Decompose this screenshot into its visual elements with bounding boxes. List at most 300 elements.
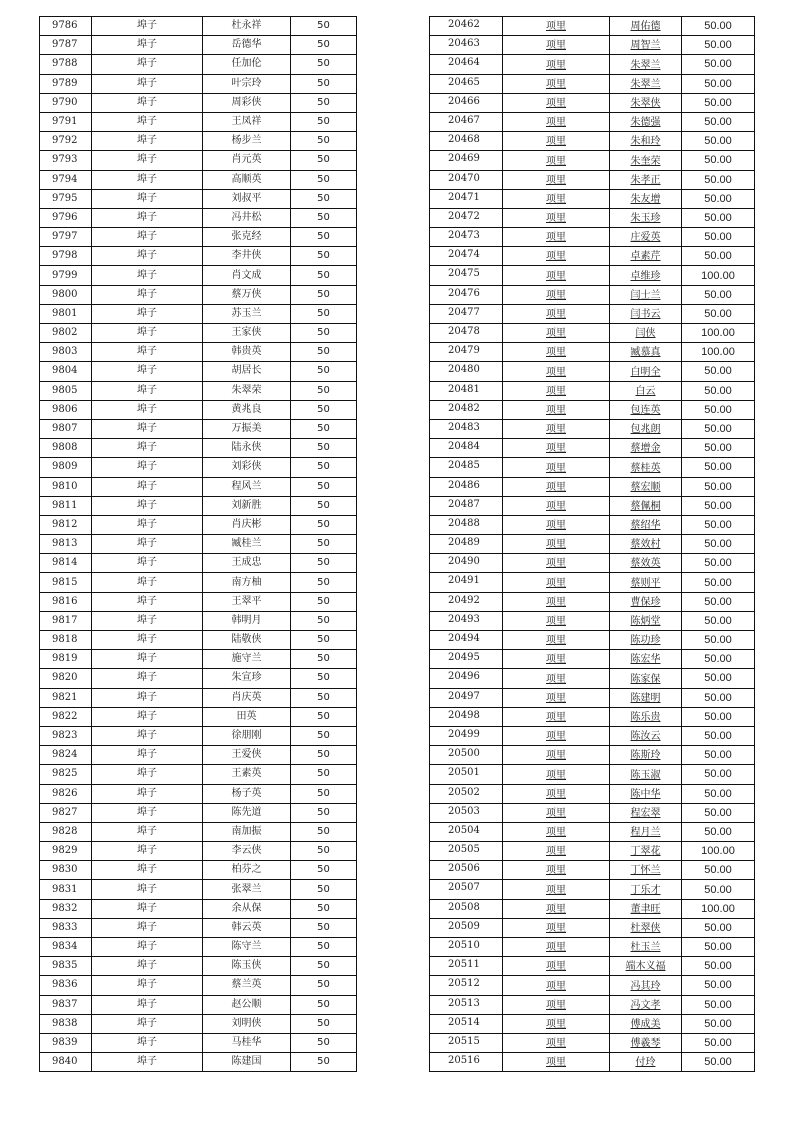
village-cell-text: 项里: [546, 788, 566, 800]
amount-cell: 100.00: [682, 266, 755, 285]
name-cell: [610, 381, 682, 400]
amount-cell: 50: [291, 496, 357, 515]
name-cell-text: 朱翠侠: [630, 97, 661, 109]
name-cell-text: 陈玉淑: [630, 769, 661, 781]
name-cell-text: 付玲: [635, 1057, 656, 1069]
amount-cell: 50: [291, 554, 357, 573]
table-row: [430, 304, 755, 323]
table-row: [40, 151, 357, 170]
name-cell-text: 傅成美: [630, 1018, 661, 1030]
id-cell: 9796: [40, 208, 92, 227]
village-cell-text: 项里: [546, 520, 566, 532]
village-cell: 埠子: [92, 343, 203, 362]
name-cell-text: 端木义福: [625, 961, 666, 973]
village-cell-text: 项里: [546, 731, 566, 743]
amount-cell: 50.00: [682, 17, 755, 36]
village-cell: [503, 746, 610, 765]
table-row: [430, 803, 755, 822]
table-row: [430, 112, 755, 131]
name-cell: 韩云英: [203, 918, 291, 937]
name-cell-text: 程月兰: [630, 827, 661, 839]
name-cell-text: 程宏翠: [630, 807, 661, 819]
amount-cell: 50.00: [682, 1033, 755, 1052]
village-cell: 埠子: [92, 189, 203, 208]
name-cell-text: 蔡效村: [630, 539, 661, 551]
amount-cell: 50: [291, 247, 357, 266]
name-cell: [610, 285, 682, 304]
amount-cell: 50.00: [682, 515, 755, 534]
amount-cell: 50: [291, 266, 357, 285]
name-cell: 肖庆英: [203, 688, 291, 707]
amount-cell: 50.00: [682, 784, 755, 803]
name-cell-text: 包连英: [630, 404, 661, 416]
table-row: [40, 93, 357, 112]
id-cell: 20488: [430, 515, 503, 534]
table-row: [430, 938, 755, 957]
name-cell: 刘新胜: [203, 496, 291, 515]
village-cell: 埠子: [92, 285, 203, 304]
village-cell-text: 项里: [546, 251, 566, 263]
id-cell: 9797: [40, 228, 92, 247]
id-cell: 9818: [40, 631, 92, 650]
amount-cell: 50: [291, 688, 357, 707]
amount-cell: 50.00: [682, 822, 755, 841]
amount-cell: 50: [291, 189, 357, 208]
name-cell: [610, 822, 682, 841]
amount-cell: 50.00: [682, 381, 755, 400]
table-row: [430, 55, 755, 74]
table-row: [40, 650, 357, 669]
amount-cell: 50: [291, 957, 357, 976]
table-row: [40, 304, 357, 323]
amount-cell: 50.00: [682, 1014, 755, 1033]
id-cell: 9808: [40, 439, 92, 458]
amount-cell: 50.00: [682, 208, 755, 227]
village-cell: 埠子: [92, 477, 203, 496]
amount-cell: 50.00: [682, 247, 755, 266]
id-cell: 9831: [40, 880, 92, 899]
id-cell: 20490: [430, 554, 503, 573]
id-cell: 9794: [40, 170, 92, 189]
name-cell: 陆敬侠: [203, 631, 291, 650]
village-cell: [503, 707, 610, 726]
name-cell-text: 陈中华: [630, 788, 661, 800]
table-row: [430, 93, 755, 112]
table-row: [430, 285, 755, 304]
amount-cell: 50: [291, 477, 357, 496]
table-row: [430, 208, 755, 227]
id-cell: 20492: [430, 592, 503, 611]
id-cell: 9819: [40, 650, 92, 669]
amount-cell: 50: [291, 842, 357, 861]
table-row: [40, 247, 357, 266]
village-cell: 埠子: [92, 247, 203, 266]
village-cell: 埠子: [92, 592, 203, 611]
amount-cell: 50: [291, 535, 357, 554]
village-cell-text: 项里: [546, 635, 566, 647]
village-cell-text: 项里: [546, 270, 566, 282]
name-cell: [610, 669, 682, 688]
village-cell-text: 项里: [546, 673, 566, 685]
name-cell-text: 蔡绍华: [630, 520, 661, 532]
village-cell-text: 项里: [546, 155, 566, 167]
village-cell: [503, 880, 610, 899]
table-row: [430, 1014, 755, 1033]
amount-cell: 50: [291, 1014, 357, 1033]
amount-cell: 100.00: [682, 324, 755, 343]
village-cell-text: 项里: [546, 1057, 566, 1069]
village-cell: 埠子: [92, 132, 203, 151]
id-cell: 20493: [430, 611, 503, 630]
name-cell-text: 朱友增: [630, 193, 661, 205]
amount-cell: 50.00: [682, 880, 755, 899]
id-cell: 20507: [430, 880, 503, 899]
name-cell-text: 白明全: [630, 366, 661, 378]
table-row: [40, 554, 357, 573]
village-cell-text: 项里: [546, 884, 566, 896]
village-cell: [503, 132, 610, 151]
village-cell: [503, 1014, 610, 1033]
village-cell-text: 项里: [546, 328, 566, 340]
village-cell-text: 项里: [546, 942, 566, 954]
village-cell-text: 项里: [546, 769, 566, 781]
id-cell: 20462: [430, 17, 503, 36]
village-cell: [503, 554, 610, 573]
village-cell: [503, 74, 610, 93]
name-cell: [610, 688, 682, 707]
village-cell: 埠子: [92, 880, 203, 899]
name-cell: [610, 74, 682, 93]
name-cell: 王爱侠: [203, 746, 291, 765]
village-cell: [503, 842, 610, 861]
village-cell: [503, 918, 610, 937]
name-cell-text: 蔡效英: [630, 558, 661, 570]
table-row: [430, 36, 755, 55]
id-cell: 20473: [430, 228, 503, 247]
id-cell: 20464: [430, 55, 503, 74]
table-row: [430, 918, 755, 937]
table-row: [40, 861, 357, 880]
village-cell: [503, 822, 610, 841]
village-cell: 埠子: [92, 611, 203, 630]
id-cell: 9835: [40, 957, 92, 976]
amount-cell: 50: [291, 151, 357, 170]
amount-cell: 50: [291, 650, 357, 669]
id-cell: 20485: [430, 458, 503, 477]
table-row: [40, 208, 357, 227]
id-cell: 20477: [430, 304, 503, 323]
name-cell-text: 丁翠花: [630, 846, 661, 858]
village-cell: 埠子: [92, 17, 203, 36]
name-cell: [610, 439, 682, 458]
id-cell: 20478: [430, 324, 503, 343]
table-row: [40, 918, 357, 937]
village-cell-text: 项里: [546, 347, 566, 359]
id-cell: 20480: [430, 362, 503, 381]
amount-cell: 50.00: [682, 304, 755, 323]
amount-cell: 50: [291, 726, 357, 745]
name-cell: 韩贵英: [203, 343, 291, 362]
table-row: [40, 899, 357, 918]
amount-cell: 50.00: [682, 746, 755, 765]
name-cell-text: 傅羲琴: [630, 1038, 661, 1050]
name-cell-text: 丁怀兰: [630, 865, 661, 877]
village-cell: 埠子: [92, 707, 203, 726]
id-cell: 9826: [40, 784, 92, 803]
village-cell: [503, 228, 610, 247]
name-cell-text: 卓素芹: [630, 251, 661, 263]
amount-cell: 50.00: [682, 976, 755, 995]
name-cell: [610, 400, 682, 419]
table-row: [40, 611, 357, 630]
village-cell: [503, 1033, 610, 1052]
amount-cell: 50: [291, 803, 357, 822]
name-cell: 南方柚: [203, 573, 291, 592]
name-cell: 杨子英: [203, 784, 291, 803]
amount-cell: 50: [291, 36, 357, 55]
name-cell-text: 杜玉兰: [630, 942, 661, 954]
name-cell: [610, 746, 682, 765]
table-row: [430, 688, 755, 707]
table-row: [430, 822, 755, 841]
id-cell: 9805: [40, 381, 92, 400]
id-cell: 9836: [40, 976, 92, 995]
name-cell: 朱宣珍: [203, 669, 291, 688]
village-cell: [503, 112, 610, 131]
village-cell: [503, 976, 610, 995]
name-cell-text: 朱奎荣: [630, 155, 661, 167]
amount-cell: 50.00: [682, 458, 755, 477]
amount-cell: 50.00: [682, 55, 755, 74]
amount-cell: 100.00: [682, 842, 755, 861]
village-cell-text: 项里: [546, 193, 566, 205]
id-cell: 20504: [430, 822, 503, 841]
table-row: [40, 343, 357, 362]
name-cell: [610, 496, 682, 515]
id-cell: 20511: [430, 957, 503, 976]
id-cell: 20466: [430, 93, 503, 112]
table-row: [40, 228, 357, 247]
table-row: [430, 957, 755, 976]
id-cell: 9812: [40, 515, 92, 534]
name-cell-text: 曹保珍: [630, 596, 661, 608]
village-cell: [503, 765, 610, 784]
amount-cell: 50.00: [682, 631, 755, 650]
amount-cell: 50: [291, 17, 357, 36]
id-cell: 9813: [40, 535, 92, 554]
id-cell: 20516: [430, 1053, 503, 1072]
amount-cell: 50: [291, 304, 357, 323]
amount-cell: 50.00: [682, 400, 755, 419]
name-cell: 程风兰: [203, 477, 291, 496]
village-cell: 埠子: [92, 554, 203, 573]
village-cell: 埠子: [92, 400, 203, 419]
village-cell-text: 项里: [546, 59, 566, 71]
name-cell: 杜永祥: [203, 17, 291, 36]
village-cell: [503, 669, 610, 688]
name-cell: [610, 189, 682, 208]
amount-cell: 50: [291, 861, 357, 880]
table-row: [40, 170, 357, 189]
name-cell: [610, 995, 682, 1014]
id-cell: 20474: [430, 247, 503, 266]
village-cell-text: 项里: [546, 961, 566, 973]
table-row: [430, 362, 755, 381]
id-cell: 9821: [40, 688, 92, 707]
table-row: [430, 1033, 755, 1052]
village-cell-text: 项里: [546, 385, 566, 397]
name-cell: 张翠兰: [203, 880, 291, 899]
table-row: [40, 477, 357, 496]
id-cell: 20471: [430, 189, 503, 208]
table-row: [430, 784, 755, 803]
village-cell: [503, 247, 610, 266]
amount-cell: 50.00: [682, 1053, 755, 1072]
village-cell-text: 项里: [546, 1038, 566, 1050]
id-cell: 9810: [40, 477, 92, 496]
amount-cell: 50.00: [682, 938, 755, 957]
name-cell: 胡居长: [203, 362, 291, 381]
id-cell: 20498: [430, 707, 503, 726]
village-cell: 埠子: [92, 822, 203, 841]
name-cell-text: 丁乐才: [630, 884, 661, 896]
name-cell-text: 蔡佩桐: [630, 500, 661, 512]
village-cell: 埠子: [92, 266, 203, 285]
table-row: [40, 324, 357, 343]
id-cell: 9799: [40, 266, 92, 285]
village-cell: 埠子: [92, 419, 203, 438]
name-cell: 王家侠: [203, 324, 291, 343]
id-cell: 20491: [430, 573, 503, 592]
name-cell: 任加伦: [203, 55, 291, 74]
name-cell: 马桂华: [203, 1033, 291, 1052]
amount-cell: 50: [291, 381, 357, 400]
village-cell: 埠子: [92, 228, 203, 247]
village-cell: 埠子: [92, 688, 203, 707]
amount-cell: 50.00: [682, 419, 755, 438]
id-cell: 9806: [40, 400, 92, 419]
amount-cell: 50: [291, 784, 357, 803]
village-cell: [503, 496, 610, 515]
village-cell: 埠子: [92, 784, 203, 803]
village-cell-text: 项里: [546, 97, 566, 109]
id-cell: 9798: [40, 247, 92, 266]
village-cell: [503, 324, 610, 343]
table-row: [430, 726, 755, 745]
village-cell: [503, 55, 610, 74]
id-cell: 20503: [430, 803, 503, 822]
name-cell: [610, 573, 682, 592]
village-cell-text: 项里: [546, 443, 566, 455]
table-row: [430, 496, 755, 515]
amount-cell: 50.00: [682, 707, 755, 726]
id-cell: 20510: [430, 938, 503, 957]
village-cell: 埠子: [92, 918, 203, 937]
table-row: [40, 1033, 357, 1052]
name-cell: 柏芬之: [203, 861, 291, 880]
table-row: [430, 707, 755, 726]
amount-cell: 50.00: [682, 918, 755, 937]
name-cell: 李井侠: [203, 247, 291, 266]
name-cell: [610, 247, 682, 266]
table-row: [430, 381, 755, 400]
name-cell-text: 卓维珍: [630, 270, 661, 282]
name-cell: 肖文成: [203, 266, 291, 285]
table-row: [40, 957, 357, 976]
name-cell: [610, 55, 682, 74]
village-cell: [503, 381, 610, 400]
amount-cell: 50.00: [682, 132, 755, 151]
id-cell: 20509: [430, 918, 503, 937]
id-cell: 9788: [40, 55, 92, 74]
village-cell-text: 项里: [546, 136, 566, 148]
name-cell-text: 蔡宏顺: [630, 481, 661, 493]
id-cell: 9820: [40, 669, 92, 688]
amount-cell: 50.00: [682, 170, 755, 189]
table-row: [430, 746, 755, 765]
amount-cell: 50: [291, 1053, 357, 1072]
amount-cell: 50.00: [682, 228, 755, 247]
amount-cell: 50.00: [682, 535, 755, 554]
id-cell: 20472: [430, 208, 503, 227]
name-cell-text: 陈宏华: [630, 654, 661, 666]
name-cell-text: 周佑德: [630, 21, 661, 33]
amount-cell: 50: [291, 746, 357, 765]
name-cell: [610, 419, 682, 438]
table-row: [430, 976, 755, 995]
table-row: [430, 573, 755, 592]
name-cell: [610, 938, 682, 957]
table-row: [40, 439, 357, 458]
name-cell: 韩明月: [203, 611, 291, 630]
name-cell-text: 闫士兰: [630, 289, 661, 301]
village-cell: [503, 439, 610, 458]
name-cell-text: 蔡增金: [630, 443, 661, 455]
village-cell: 埠子: [92, 573, 203, 592]
name-cell: [610, 611, 682, 630]
name-cell-text: 包兆朗: [630, 424, 661, 436]
amount-cell: 50.00: [682, 477, 755, 496]
name-cell: [610, 477, 682, 496]
village-cell-text: 项里: [546, 500, 566, 512]
name-cell: [610, 554, 682, 573]
table-row: [40, 285, 357, 304]
left-table: [39, 16, 357, 1072]
name-cell-text: 杜翠侠: [630, 923, 661, 934]
village-cell: [503, 573, 610, 592]
village-cell-text: 项里: [546, 366, 566, 378]
village-cell: [503, 170, 610, 189]
table-row: [40, 592, 357, 611]
name-cell: 陈建国: [203, 1053, 291, 1072]
table-row: [430, 74, 755, 93]
amount-cell: 50.00: [682, 726, 755, 745]
village-cell: 埠子: [92, 842, 203, 861]
id-cell: 9804: [40, 362, 92, 381]
left-table-body: [40, 17, 357, 1072]
id-cell: 20463: [430, 36, 503, 55]
table-row: [40, 880, 357, 899]
name-cell-text: 董聿旺: [630, 903, 661, 915]
village-cell-text: 项里: [546, 1018, 566, 1030]
name-cell: 高顺英: [203, 170, 291, 189]
name-cell: [610, 112, 682, 131]
name-cell: 陈守兰: [203, 938, 291, 957]
village-cell-text: 项里: [546, 711, 566, 723]
table-row: [430, 439, 755, 458]
amount-cell: 50: [291, 439, 357, 458]
table-row: [40, 362, 357, 381]
